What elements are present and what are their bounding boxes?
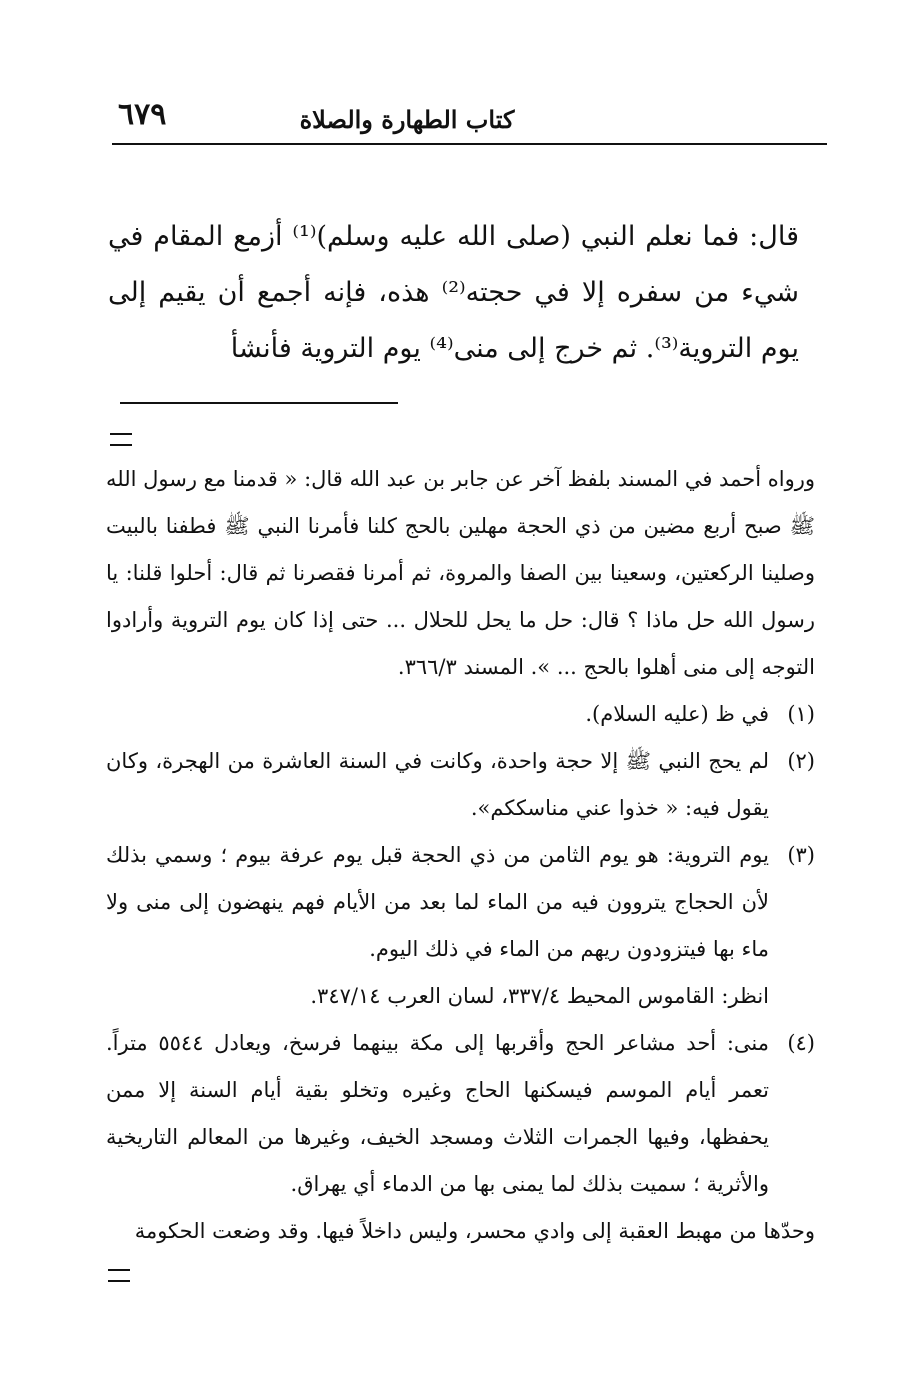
- footnote-number: (٢): [787, 749, 815, 773]
- footnote-continuation: ورواه أحمد في المسند بلفظ آخر عن جابر بن عبد الله قال: « قدمنا مع رسول الله ﷺ صبح أربع مضين من ذي الحجة مهلين بالحج كلنا فأمرنا النبي ﷺ فطفنا بالبيت وصلينا الركعتين، وسعينا بين الصفا والمروة، ثم أمرنا فقصرنا ثم قال: أحلوا قلنا: يا رسول الله حل ماذا ؟ قال: حل ما يحل للحلال ... حتى إذا كان يوم التروية وأرادوا التوجه إلى منى أهلوا بالحج ... ». المسند ٣٦٦/٣.: [106, 467, 815, 679]
- footnote-1: [106, 691, 815, 738]
- footnote-text: يوم التروية: هو يوم الثامن من ذي الحجة قبل يوم عرفة بيوم ؛ وسمي بذلك لأن الحجاج يتروون فيه من الماء لما بعد من الأيام فهم ينهضون إلى منى ولا ماء بها فيتزودون ريهم من الماء في ذلك اليوم.: [106, 843, 769, 961]
- footnote-text: في ظ (عليه السلام).: [585, 702, 769, 726]
- footnote-text: لم يحج النبي ﷺ إلا حجة واحدة، وكانت في السنة العاشرة من الهجرة، وكان يقول فيه: « خذوا عني مناسككم».: [106, 749, 769, 820]
- footnote-4: [106, 1020, 815, 1208]
- footnote-2: [106, 738, 815, 832]
- footnote-separator: [120, 402, 398, 404]
- footnote-3-reference: انظر: القاموس المحيط ٣٣٧/٤، لسان العرب ٣٤٧/١٤.: [310, 984, 769, 1008]
- footnote-number: (٤): [787, 1031, 815, 1055]
- continuation-marker-top: [110, 433, 132, 446]
- footnote-text: منى: أحد مشاعر الحج وأقربها إلى مكة بينهما فرسخ، ويعادل ٥٥٤٤ متراً. تعمر أيام الموسم فيسكنها الحاج وغيره وتخلو بقية أيام السنة إلا ممن يحفظها، وفيها الجمرات الثلاث ومسجد الخيف، وغيرها من المعالم التاريخية والأثرية ؛ سميت بذلك لما يمنى بها من الدماء أي يهراق.: [106, 1031, 769, 1196]
- main-text-paragraph: قال: فما نعلم النبي (صلى الله عليه وسلم)⁽¹⁾ أزمع المقام في شيء من سفره إلا في حجته⁽²⁾ هذه، فإنه أجمع أن يقيم إلى يوم التروية⁽³⁾. ثم خرج إلى منى⁽⁴⁾ يوم التروية فأنشأ: [108, 221, 800, 364]
- running-header-title: كتاب الطهارة والصلاة: [299, 105, 515, 134]
- continuation-marker-bottom: [108, 1269, 130, 1282]
- page-number: ٦٧٩: [118, 97, 167, 132]
- footnote-4-continuation: وحدّها من مهبط العقبة إلى وادي محسر، وليس داخلاً فيها. وقد وضعت الحكومة: [134, 1219, 815, 1243]
- footnotes-section: [106, 456, 815, 1255]
- footnote-3: [106, 832, 815, 973]
- header-rule: [112, 143, 827, 145]
- footnote-number: (١): [787, 702, 815, 726]
- footnote-number: (٣): [787, 843, 815, 867]
